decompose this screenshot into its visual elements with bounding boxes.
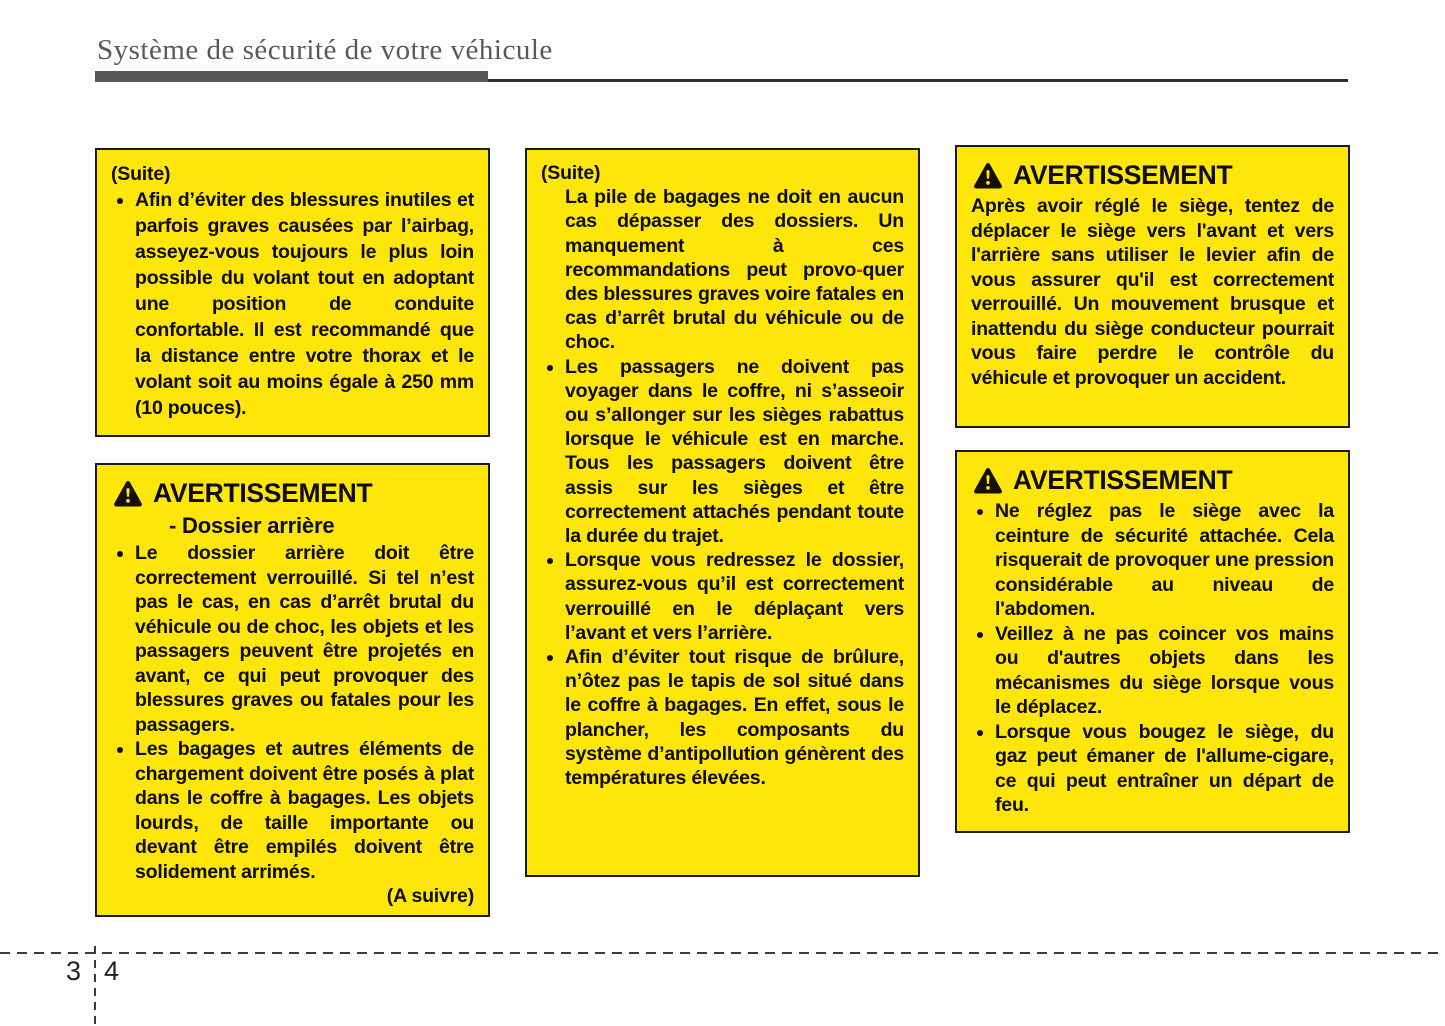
red-hyphen: - (856, 258, 863, 281)
bullet-list (111, 541, 474, 884)
continuation-paragraph (565, 185, 904, 354)
paragraph-text: La pile de bagages ne doit en aucun cas dépasser des dossiers. Un manquement à ces recommandations peut provo (565, 186, 904, 281)
bullet-item: • Les bagages et autres éléments de chargement doivent être posés à plat dans le coffre à bagages. Les objets lourds, de taille importante ou devant être empilés doivent être solidement arrimés. (135, 737, 474, 884)
bullet-item: • Le dossier arrière doit être correctement verrouillé. Si tel n’est pas le cas, en cas d’arrêt brutal du véhicule ou de choc, les objets et les passagers peuvent être projetés en avant, ce qui peut provoquer des blessures graves ou fatales pour les passagers. (135, 541, 474, 737)
title-underline-rule (488, 79, 1348, 82)
warning-triangle-icon (973, 467, 1003, 494)
suite-label: (Suite) (111, 163, 171, 185)
continuation-note: (A suivre) (386, 885, 474, 907)
callout-airbag-continuation (95, 148, 490, 437)
paragraph-text: quer des blessures graves voire fatales en cas d’arrêt brutal du véhicule ou de choc. (565, 258, 904, 354)
title-underline-bar (95, 71, 488, 82)
footer-dashed-rule-horizontal (0, 952, 1445, 954)
footer-dashed-rule-vertical (94, 946, 96, 1026)
warning-title: AVERTISSEMENT (1013, 160, 1233, 190)
bullet-item: • Lorsque vous bougez le siège, du gaz peut émaner de l'allume-cigare, ce qui peut entraîner un départ de feu. (995, 720, 1334, 818)
bullet-item: • Lorsque vous redressez le dossier, assurez-vous qu’il est correctement verrouillé en le déplaçant vers l’avant et vers l’arrière. (565, 548, 904, 645)
warning-title: AVERTISSEMENT (1013, 465, 1233, 495)
warning-title: AVERTISSEMENT (153, 478, 373, 508)
bullet-item: • Afin d’éviter tout risque de brûlure, n’ôtez pas le tapis de sol situé dans le coffre à bagages. En effet, sous le plancher, les composants du système d’antipollution génèrent des températures élevées. (565, 645, 904, 790)
warning-triangle-icon (113, 480, 143, 507)
warning-body: Après avoir réglé le siège, tentez de déplacer le siège vers l'avant et vers l'arrière sans utiliser le levier afin de vous assurer qu'il est correctement verrouillé. Un mouvement brusque et inattendu du siège conducteur pourrait vous faire perdre le contrôle du véhicule et provoquer un accident. (971, 195, 1334, 389)
footer-section-number: 3 (66, 956, 82, 986)
callout-bagages-continuation (525, 148, 920, 877)
warning-header (973, 160, 1334, 190)
page-title: Système de sécurité de votre véhicule (97, 34, 553, 66)
bullet-item: • Les passagers ne doivent pas voyager dans le coffre, ni s’asseoir ou s’allonger sur les sièges rabattus lorsque le véhicule est en marche. Tous les passagers doivent être assis sur les sièges et être correctement attachés pendant toute la durée du trajet. (565, 355, 904, 549)
bullet-list (111, 187, 474, 421)
warning-subtitle: - Dossier arrière (169, 513, 335, 538)
warning-dossier-arriere (95, 463, 490, 917)
warning-header (113, 478, 474, 508)
bullet-list (971, 499, 1334, 818)
suite-label: (Suite) (541, 162, 601, 184)
warning-triangle-icon (973, 162, 1003, 189)
bullet-item: • Afin d’éviter des blessures inutiles et parfois graves causées par l’airbag, asseyez-vous toujours le plus loin possible du volant tout en adoptant une position de conduite confortable. Il est recommandé que la distance entre votre thorax et le volant soit au moins égale à 250 mm (10 pouces). (135, 187, 474, 421)
warning-header (973, 465, 1334, 495)
bullet-item: • Veillez à ne pas coincer vos mains ou d'autres objets dans les mécanismes du siège lorsque vous le déplacez. (995, 622, 1334, 720)
warning-siege-reglage (955, 450, 1350, 833)
bullet-list (541, 355, 904, 791)
bullet-item: • Ne réglez pas le siège avec la ceinture de sécurité attachée. Cela risquerait de provoquer une pression considérable au niveau de l'abdomen. (995, 499, 1334, 622)
footer-page-number: 4 (104, 956, 120, 986)
warning-siege-verrouillage (955, 145, 1350, 428)
